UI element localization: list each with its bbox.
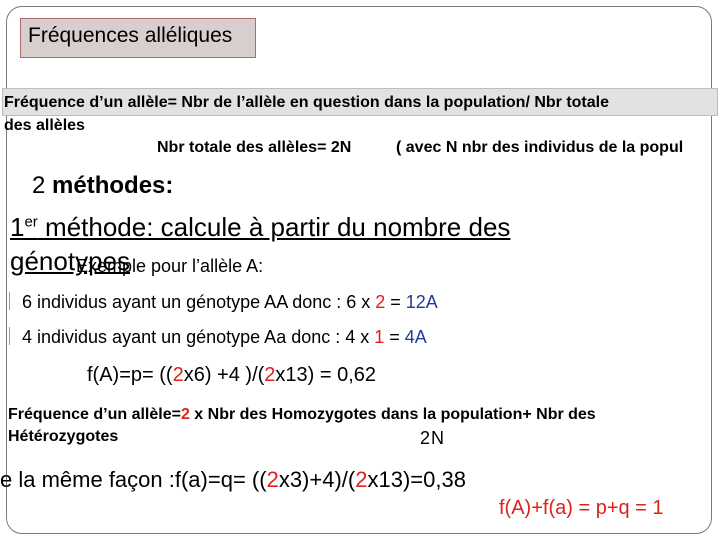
methods-heading	[32, 172, 173, 200]
definition-2-denominator: 2N	[420, 428, 446, 448]
fa-part-1: e la même façon :f(a)=q= ((	[0, 467, 267, 492]
fa-two-1: 2	[266, 467, 279, 492]
total-alleles-formula: Nbr totale des allèles= 2N	[157, 139, 352, 156]
fA-part-2: x6) +4 )/(	[183, 364, 265, 386]
definition-line-1: Fréquence d’un allèle= Nbr de l’allèle en question dans la population/ Nbr totale	[4, 94, 609, 111]
fa-part-2: x3)+4)/(	[278, 467, 356, 492]
def2-two: 2	[180, 406, 190, 423]
row-2-text: 4 individus ayant un génotype Aa donc : 4 x	[22, 327, 375, 347]
fa-two-2: 2	[355, 467, 368, 492]
fA-part-1: f(A)=p= ((	[87, 364, 173, 386]
fA-two-1: 2	[172, 364, 184, 386]
row-2-result: 4A	[404, 327, 427, 347]
definition-2-line-2: Hétérozygotes	[8, 428, 119, 445]
row-2-equals: =	[384, 327, 405, 347]
row-marker	[9, 292, 10, 310]
fA-two-2: 2	[264, 364, 276, 386]
fa-part-3: x13)=0,38	[367, 467, 466, 492]
frequency-A-formula	[87, 364, 376, 387]
slide-title: Fréquences alléliques	[28, 24, 233, 47]
methods-label: méthodes:	[45, 172, 174, 199]
method-1-superscript: er	[24, 213, 38, 231]
example-row-2	[22, 327, 427, 348]
definition-2-line-1	[8, 406, 596, 424]
definition-line-2: des allèles	[4, 117, 85, 134]
total-alleles-note: ( avec N nbr des individus de la popul	[396, 139, 684, 156]
frequency-a-formula	[0, 467, 466, 493]
row-1-text: 6 individus ayant un génotype AA donc : 6 x	[22, 292, 376, 312]
method-1-number: 1	[10, 212, 25, 242]
row-1-multiplier: 2	[375, 292, 386, 312]
row-2-multiplier: 1	[374, 327, 385, 347]
row-1-result: 12A	[405, 292, 438, 312]
example-row-1	[22, 292, 438, 313]
row-marker	[9, 327, 10, 345]
def2-part-2: x Nbr des Homozygotes dans la population+ Nbr des	[189, 406, 596, 423]
sum-formula: f(A)+f(a) = p+q = 1	[499, 497, 664, 519]
example-label: Exemple pour l’allèle A:	[76, 256, 264, 276]
methods-count: 2	[32, 172, 46, 199]
row-1-equals: =	[385, 292, 406, 312]
fA-part-3: x13) = 0,62	[275, 364, 377, 386]
method-1-genotypes: génotypes	[10, 246, 130, 276]
method-1-text: méthode: calcule à partir du nombre des	[37, 212, 511, 242]
def2-part-1: Fréquence d’un allèle=	[8, 406, 181, 423]
method-1-heading	[10, 212, 510, 243]
